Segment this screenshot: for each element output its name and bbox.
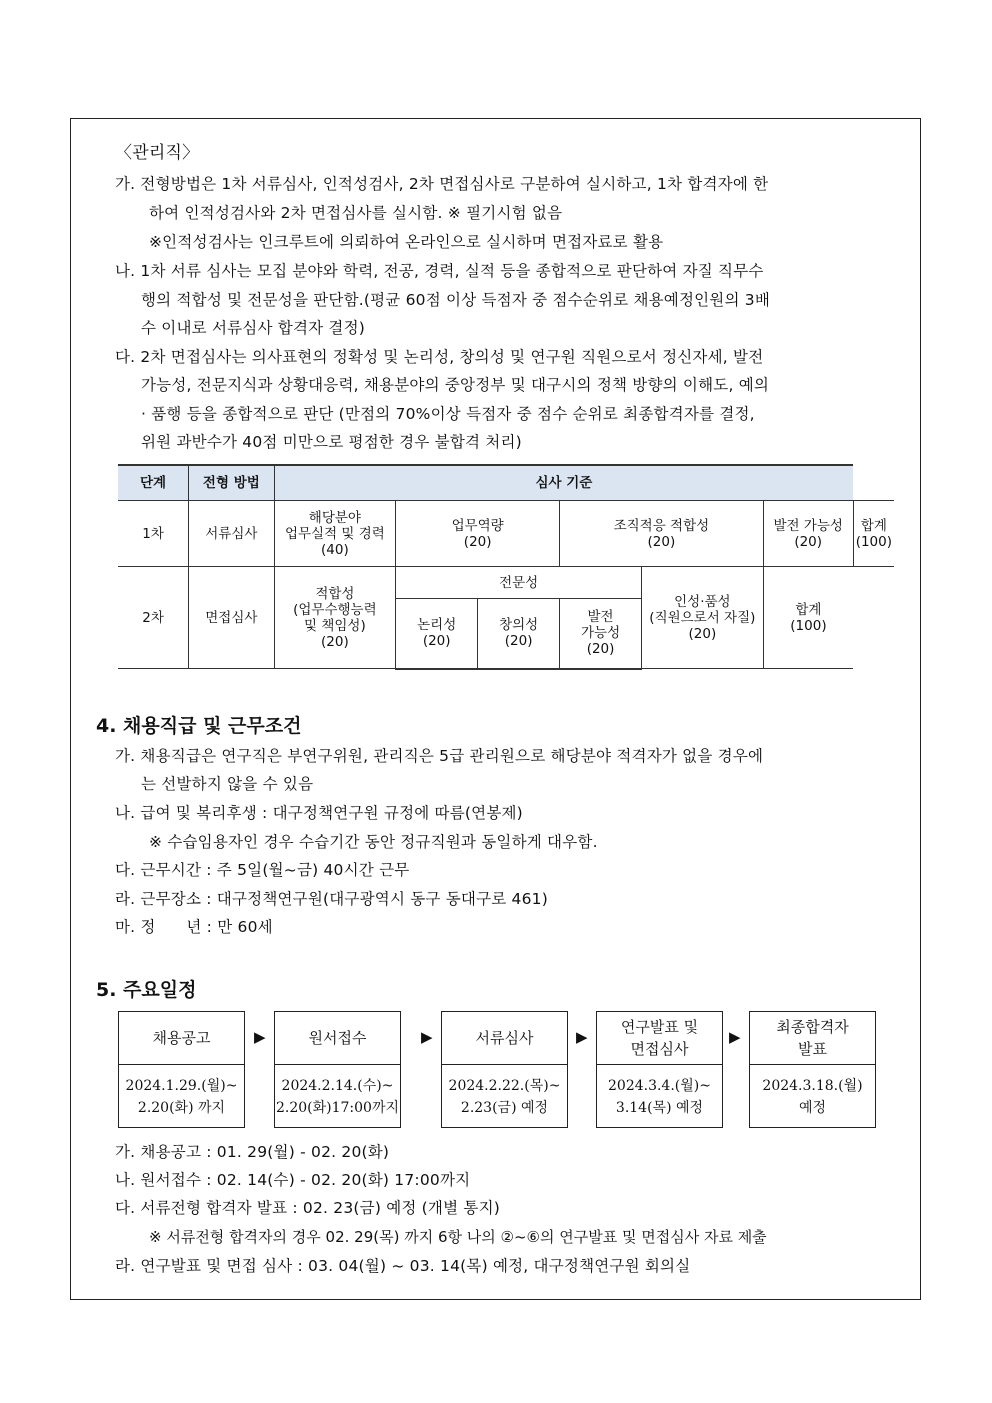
row1-adaptability: 조직적응 적합성 (20) (560, 501, 764, 567)
header-method: 전형 방법 (189, 465, 274, 501)
sec4-line4: ※ 수습임용자인 경우 수습기간 동안 정규직원과 동일하게 대우함. (149, 833, 598, 851)
row2-stage: 2차 (118, 567, 189, 669)
criteria-table (118, 464, 894, 670)
row1-competence: 업무역량 (20) (396, 501, 560, 567)
sec4-line5: 다. 근무시간 : 주 5일(월~금) 40시간 근무 (115, 861, 410, 879)
sec5-line5: 라. 연구발표 및 면접 심사 : 03. 04(월) ~ 03. 14(목) 예정, 대구정책연구원 회의실 (115, 1257, 691, 1275)
schedule-step-title: 채용공고 (119, 1012, 244, 1065)
row2-growth: 발전 가능성 (20) (560, 599, 642, 669)
admin-ga-line2: 하여 인적성검사와 2차 면접심사를 실시함. ※ 필기시험 없음 (149, 204, 563, 222)
section5-title: 5. 주요일정 (96, 979, 197, 1001)
sec4-line6: 라. 근무장소 : 대구정책연구원(대구광역시 동구 동대구로 461) (115, 890, 548, 908)
schedule-step-4 (596, 1011, 723, 1128)
admin-da-line2: 가능성, 전문지식과 상황대응력, 채용분야의 중앙정부 및 대구시의 정책 방향의 이해도, 예의 (141, 376, 770, 394)
admin-da-line1: 다. 2차 면접심사는 의사표현의 정확성 및 논리성, 창의성 및 연구원 직원으로서 정신자세, 발전 (115, 348, 764, 366)
sec5-line4: ※ 서류전형 합격자의 경우 02. 29(목) 까지 6항 나의 ②~⑥의 연구발표 및 면접심사 자료 제출 (149, 1228, 767, 1246)
sec4-line7: 마. 정 년 : 만 60세 (115, 918, 273, 936)
admin-heading: 〈관리직〉 (115, 143, 200, 163)
schedule-step-title: 연구발표 및 면접심사 (597, 1012, 722, 1065)
schedule-step-3 (441, 1011, 568, 1128)
admin-na-line2: 행의 적합성 및 전문성을 판단함.(평균 60점 이상 득점자 중 점수순위로 채용예정인원의 3배 (141, 291, 771, 309)
sec4-line3: 나. 급여 및 복리후생 : 대구정책연구원 규정에 따름(연봉제) (115, 804, 523, 822)
schedule-step-date: 2024.2.14.(수)~ 2.20(화)17:00까지 (275, 1078, 399, 1116)
row2-method: 면접심사 (189, 567, 274, 669)
row2-fitness: 적합성 (업무수행능력 및 책임성) (20) (274, 567, 396, 669)
admin-na-line3: 수 이내로 서류심사 합격자 결정) (141, 319, 366, 337)
header-criteria: 심사 기준 (274, 465, 853, 501)
schedule-step-date: 2024.2.22.(목)~ 2.23(금) 예정 (448, 1078, 561, 1116)
schedule-step-date: 2024.3.18.(월) 예정 (762, 1078, 863, 1116)
row2-total: 합계 (100) (763, 567, 853, 669)
row1-stage: 1차 (118, 501, 189, 567)
schedule-step-title: 서류심사 (442, 1012, 567, 1065)
admin-ga-line1: 가. 전형방법은 1차 서류심사, 인적성검사, 2차 면접심사로 구분하여 실시하고, 1차 합격자에 한 (115, 175, 769, 193)
arrow-icon: ▶ (421, 1028, 433, 1046)
admin-da-line3: · 품행 등을 종합적으로 판단 (만점의 70%이상 득점자 중 점수 순위로 최종합격자를 결정, (141, 405, 755, 423)
admin-na-line1: 나. 1차 서류 심사는 모집 분야와 학력, 전공, 경력, 실적 등을 종합적으로 판단하여 자질 직무수 (115, 262, 764, 280)
schedule-step-date: 2024.1.29.(월)~ 2.20(화) 까지 (125, 1078, 238, 1116)
row1-career: 해당분야 업무실적 및 경력 (40) (274, 501, 396, 567)
admin-da-line4: 위원 과반수가 40점 미만으로 평점한 경우 불합격 처리) (141, 433, 522, 451)
row2-expertise: 전문성 (396, 567, 642, 599)
row2-logic: 논리성 (20) (396, 599, 478, 669)
row2-creativity: 창의성 (20) (478, 599, 560, 669)
schedule-step-1 (118, 1011, 245, 1128)
schedule-step-title: 원서접수 (275, 1012, 400, 1065)
schedule-step-2 (274, 1011, 401, 1128)
row1-potential: 발전 가능성 (20) (763, 501, 853, 567)
header-stage: 단계 (118, 465, 189, 501)
row2-character: 인성·품성 (직원으로서 자질) (20) (642, 567, 764, 669)
admin-ga-note: ※인적성검사는 인크루트에 의뢰하여 온라인으로 실시하며 면접자료로 활용 (149, 233, 664, 251)
arrow-icon: ▶ (576, 1028, 588, 1046)
schedule-step-date: 2024.3.4.(월)~ 3.14(목) 예정 (608, 1078, 711, 1116)
sec5-line1: 가. 채용공고 : 01. 29(월) - 02. 20(화) (115, 1143, 390, 1161)
row1-total: 합계 (100) (853, 501, 894, 567)
schedule-step-title: 최종합격자 발표 (750, 1012, 875, 1065)
sec5-line2: 나. 원서접수 : 02. 14(수) - 02. 20(화) 17:00까지 (115, 1171, 471, 1189)
schedule-step-5 (749, 1011, 876, 1128)
sec4-line1: 가. 채용직급은 연구직은 부연구위원, 관리직은 5급 관리원으로 해당분야 적격자가 없을 경우에 (115, 747, 764, 765)
arrow-icon: ▶ (254, 1028, 266, 1046)
sec5-line3: 다. 서류전형 합격자 발표 : 02. 23(금) 예정 (개별 통지) (115, 1199, 500, 1217)
sec4-line2: 는 선발하지 않을 수 있음 (141, 775, 314, 793)
section4-title: 4. 채용직급 및 근무조건 (96, 715, 302, 737)
row1-method: 서류심사 (189, 501, 274, 567)
arrow-icon: ▶ (729, 1028, 741, 1046)
